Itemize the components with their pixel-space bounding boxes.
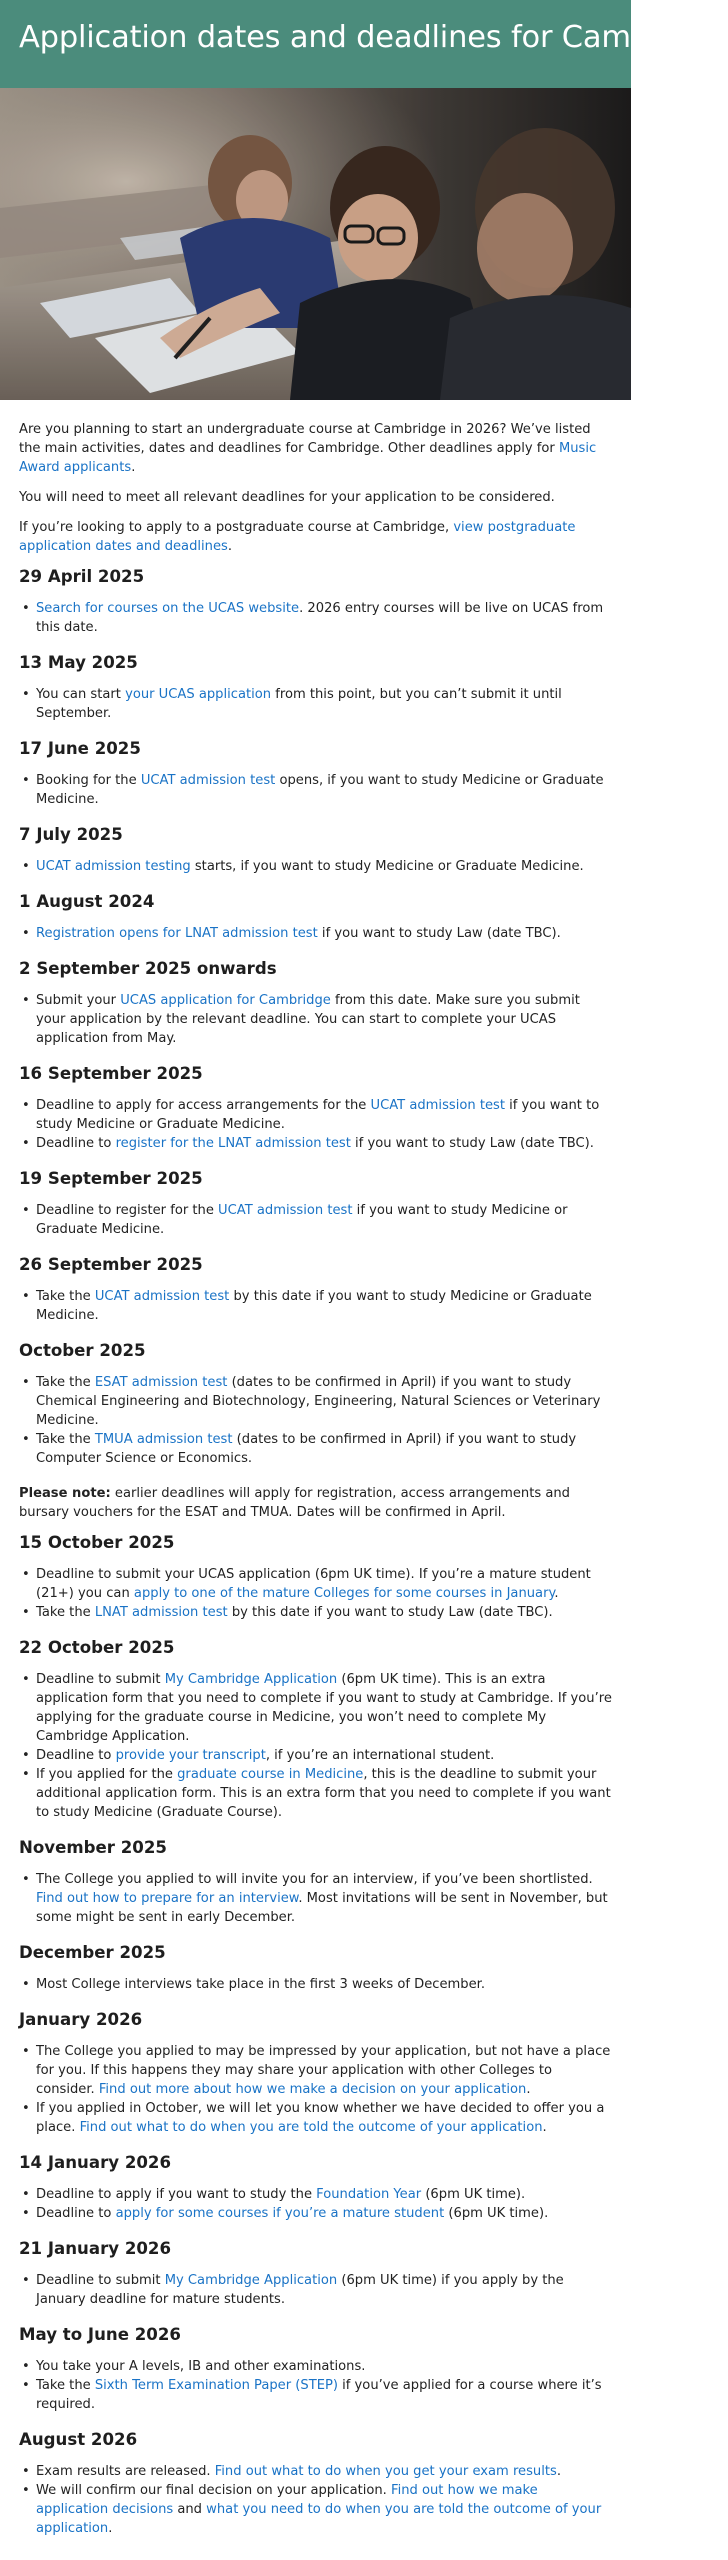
list-item: • Deadline to apply for some courses if you’re a mature student (6pm UK time). (19, 2204, 613, 2223)
date-heading: 19 September 2025 (19, 1169, 203, 1188)
step-link[interactable]: Sixth Term Examination Paper (STEP) (94, 2378, 338, 2393)
ucat-testing-link[interactable]: UCAT admission testing (36, 859, 191, 874)
intro-paragraph-1: Are you planning to start an undergraduate course at Cambridge in 2026? We’ve listed the main activities, dates and deadlines for Cambridge. Other deadlines apply for Music Award applicants. (19, 422, 597, 475)
date-heading: 13 May 2025 (19, 653, 138, 672)
list-item: • Deadline to submit your UCAS application (6pm UK time). If you’re a mature student (21+) you can apply to one of the mature Colleges for some courses in January. (19, 1565, 613, 1603)
date-heading: 2 September 2025 onwards (19, 959, 277, 978)
ucat-link[interactable]: UCAT admission test (94, 1289, 230, 1304)
date-heading: November 2025 (19, 1838, 167, 1857)
list-item: • Take the LNAT admission test by this date if you want to study Law (date TBC). (19, 1603, 613, 1622)
hero-image (0, 88, 631, 400)
my-cambridge-application-link[interactable]: My Cambridge Application (164, 1672, 338, 1687)
deadline-list (19, 1201, 613, 1239)
date-heading: August 2026 (19, 2430, 138, 2449)
my-cambridge-application-link[interactable]: My Cambridge Application (164, 2273, 338, 2288)
music-award-link[interactable]: Music Award applicants (19, 441, 597, 475)
list-item: • Registration opens for LNAT admission test if you want to study Law (date TBC). (19, 924, 613, 943)
list-item: • We will confirm our final decision on your application. Find out how we make application decisions and what you need to do when you are told the outcome of your application. (19, 2481, 613, 2538)
ucas-search-link[interactable]: Search for courses on the UCAS website (36, 601, 300, 616)
intro-paragraph-3: If you’re looking to apply to a postgraduate course at Cambridge, view postgraduate application dates and deadlines. (19, 520, 576, 554)
list-item: • Search for courses on the UCAS website. 2026 entry courses will be live on UCAS from this date. (19, 599, 613, 637)
interview-prep-link[interactable]: Find out how to prepare for an interview (36, 1891, 299, 1906)
deadline-list (19, 771, 613, 809)
deadline-list (19, 1373, 613, 1468)
esat-link[interactable]: ESAT admission test (94, 1375, 228, 1390)
ucat-link[interactable]: UCAT admission test (218, 1203, 353, 1218)
application-decisions-link[interactable]: Find out how we make application decisions (36, 2483, 538, 2517)
date-heading: 7 July 2025 (19, 825, 123, 844)
deadline-list (19, 1870, 613, 1927)
postgraduate-dates-link[interactable]: view postgraduate application dates and deadlines (19, 520, 576, 554)
deadline-list (19, 2185, 613, 2223)
date-heading: 21 January 2026 (19, 2239, 172, 2258)
deadline-list (19, 857, 613, 876)
deadline-list (19, 924, 613, 943)
list-item: • Take the ESAT admission test (dates to be confirmed in April) if you want to study Chemical Engineering and Biotechnology, Engineering, Natural Sciences or Veterinary Medicine. (19, 1373, 613, 1430)
deadline-list (19, 991, 613, 1048)
date-heading: January 2026 (19, 2010, 143, 2029)
exam-results-link[interactable]: Find out what to do when you get your exam results (214, 2464, 557, 2479)
list-item: • Deadline to provide your transcript, if you’re an international student. (19, 1746, 613, 1765)
list-item: • You can start your UCAS application from this point, but you can’t submit it until September. (19, 685, 613, 723)
date-heading: 26 September 2025 (19, 1255, 203, 1274)
deadline-list (19, 1565, 613, 1622)
mature-student-link[interactable]: apply for some courses if you’re a mature student (115, 2206, 445, 2221)
date-heading: October 2025 (19, 1341, 146, 1360)
list-item: • Most College interviews take place in the first 3 weeks of December. (19, 1975, 613, 1994)
date-heading: 1 August 2024 (19, 892, 155, 911)
foundation-year-link[interactable]: Foundation Year (316, 2187, 422, 2202)
note-paragraph: Please note: earlier deadlines will apply for registration, access arrangements and bursary vouchers for the ESAT and TMUA. Dates will be confirmed in April. (19, 1486, 570, 1520)
date-heading: December 2025 (19, 1943, 166, 1962)
date-heading: May to June 2026 (19, 2325, 181, 2344)
outcome-next-steps-link[interactable]: what you need to do when you are told the outcome of your application (36, 2502, 602, 2536)
list-item: • Deadline to apply for access arrangements for the UCAT admission test if you want to study Medicine or Graduate Medicine. (19, 1096, 613, 1134)
deadline-list (19, 2462, 613, 2538)
list-item: • Deadline to submit My Cambridge Application (6pm UK time). This is an extra application form that you need to complete if you want to study at Cambridge. If you’re applying for the graduate course in Medicine, you won’t need to complete My Cambridge Application. (19, 1670, 613, 1746)
decision-info-link[interactable]: Find out more about how we make a decision on your application (98, 2082, 527, 2097)
list-item: • You take your A levels, IB and other examinations. (19, 2357, 613, 2376)
list-item: • Booking for the UCAT admission test opens, if you want to study Medicine or Graduate Medicine. (19, 771, 613, 809)
main-content (0, 400, 631, 2538)
deadline-list (19, 599, 613, 637)
list-item: • If you applied for the graduate course in Medicine, this is the deadline to submit your additional application form. This is an extra form that you need to complete if you want to study Medicine (Graduate Course). (19, 1765, 613, 1822)
list-item: • The College you applied to will invite you for an interview, if you’ve been shortlisted. Find out how to prepare for an interview. Most invitations will be sent in November, but some might be sent in early December. (19, 1870, 613, 1927)
ucas-cambridge-link[interactable]: UCAS application for Cambridge (120, 993, 331, 1008)
lnat-test-link[interactable]: LNAT admission test (94, 1605, 228, 1620)
transcript-link[interactable]: provide your transcript (115, 1748, 266, 1763)
deadline-list (19, 1287, 613, 1325)
outcome-info-link[interactable]: Find out what to do when you are told the outcome of your application (79, 2120, 543, 2135)
graduate-medicine-link[interactable]: graduate course in Medicine (177, 1767, 364, 1782)
list-item: • Deadline to register for the UCAT admission test if you want to study Medicine or Graduate Medicine. (19, 1201, 613, 1239)
deadline-list (19, 1670, 613, 1822)
ucat-link[interactable]: UCAT admission test (140, 773, 276, 788)
list-item: • Exam results are released. Find out what to do when you get your exam results. (19, 2462, 613, 2481)
date-heading: 17 June 2025 (19, 739, 141, 758)
list-item: • UCAT admission testing starts, if you want to study Medicine or Graduate Medicine. (19, 857, 613, 876)
deadline-list (19, 685, 613, 723)
list-item: • The College you applied to may be impressed by your application, but not have a place for you. If this happens they may share your application with other Colleges to consider. Find out more about how we make a decision on your application. (19, 2042, 613, 2099)
date-heading: 15 October 2025 (19, 1533, 175, 1552)
lnat-register-link[interactable]: register for the LNAT admission test (115, 1136, 351, 1151)
deadline-list (19, 2357, 613, 2414)
deadline-list (19, 2271, 613, 2309)
deadline-list (19, 1096, 613, 1153)
list-item: • Take the UCAT admission test by this date if you want to study Medicine or Graduate Medicine. (19, 1287, 613, 1325)
mature-colleges-link[interactable]: apply to one of the mature Colleges for some courses in January (133, 1586, 555, 1601)
date-heading: 22 October 2025 (19, 1638, 175, 1657)
ucat-link[interactable]: UCAT admission test (370, 1098, 505, 1113)
list-item: • Deadline to submit My Cambridge Application (6pm UK time) if you apply by the January deadline for mature students. (19, 2271, 613, 2309)
tmua-link[interactable]: TMUA admission test (94, 1432, 233, 1447)
date-heading: 29 April 2025 (19, 567, 145, 586)
list-item: • Deadline to apply if you want to study the Foundation Year (6pm UK time). (19, 2185, 613, 2204)
list-item: • If you applied in October, we will let you know whether we have decided to offer you a place. Find out what to do when you are told the outcome of your application. (19, 2099, 613, 2137)
deadline-list (19, 2042, 613, 2137)
list-item: • Take the Sixth Term Examination Paper (STEP) if you’ve applied for a course where it’s required. (19, 2376, 613, 2414)
intro-paragraph-2: You will need to meet all relevant deadlines for your application to be considered. (19, 490, 555, 505)
date-heading: 14 January 2026 (19, 2153, 172, 2172)
page-title: Application dates and deadlines for Cambridge (19, 20, 728, 55)
page-header (0, 0, 728, 88)
date-heading: 16 September 2025 (19, 1064, 203, 1083)
deadline-list (19, 1975, 613, 1994)
list-item: • Take the TMUA admission test (dates to be confirmed in April) if you want to study Computer Science or Economics. (19, 1430, 613, 1468)
list-item: • Deadline to register for the LNAT admission test if you want to study Law (date TBC). (19, 1134, 613, 1153)
list-item: • Submit your UCAS application for Cambridge from this date. Make sure you submit your application by the relevant deadline. You can start to complete your UCAS application from May. (19, 991, 613, 1048)
lnat-registration-link[interactable]: Registration opens for LNAT admission test (36, 926, 318, 941)
ucas-application-link[interactable]: your UCAS application (125, 687, 272, 702)
